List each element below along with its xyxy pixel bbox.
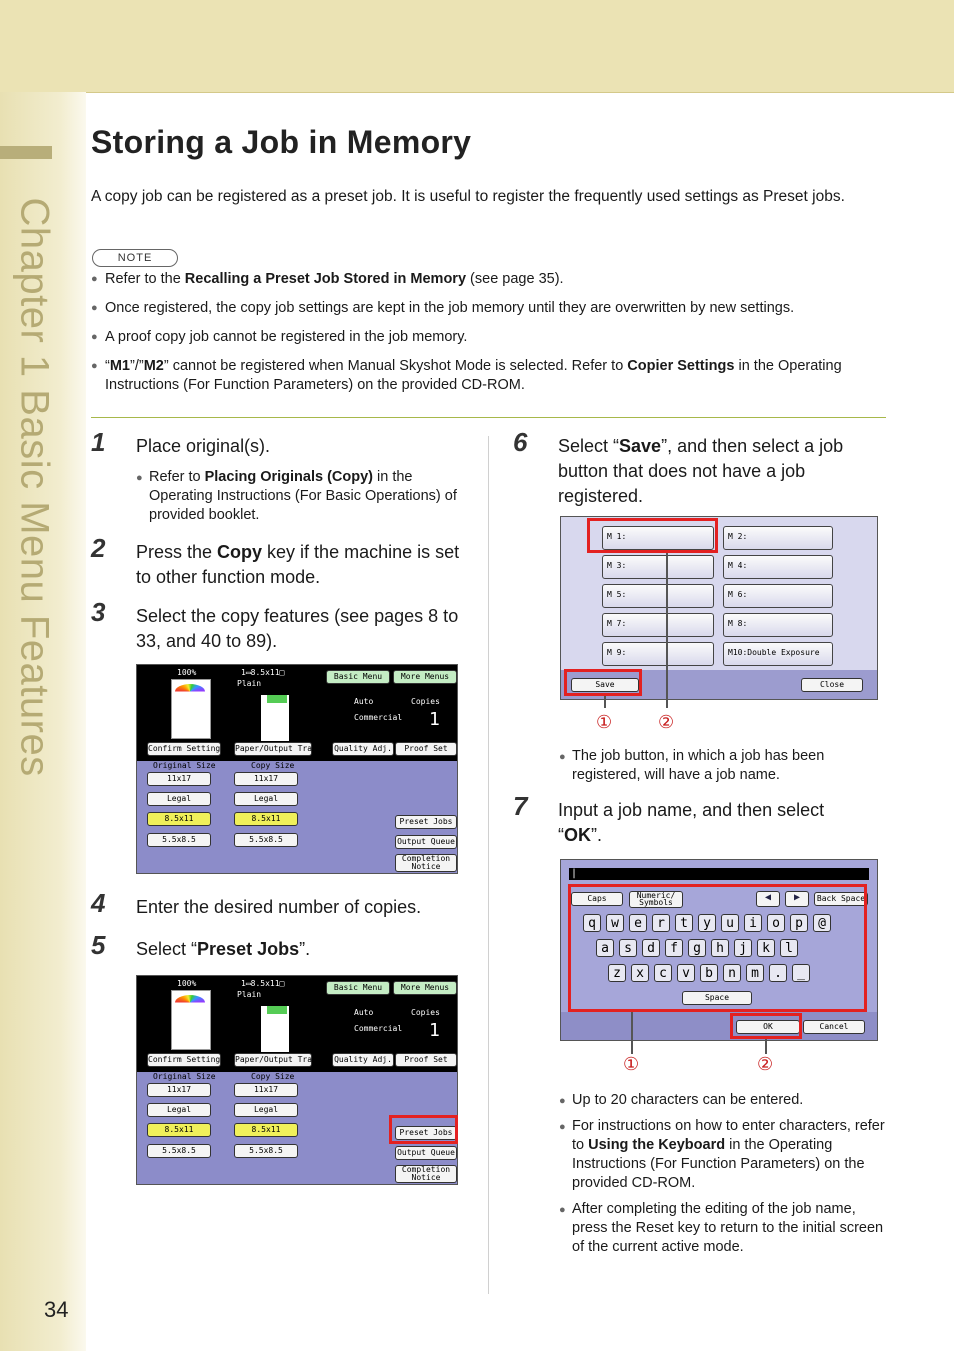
save-button[interactable]: Save	[571, 678, 639, 692]
ok-button[interactable]: OK	[736, 1020, 800, 1034]
step-text: Select “Preset Jobs”.	[136, 939, 311, 959]
step-note: ● After completing the editing of the job name, press the Reset key to return to the initial screen of the current active mode.	[559, 1200, 894, 1257]
size-button[interactable]: 5.5x8.5	[234, 1144, 298, 1158]
copies-label: Copies	[411, 1008, 440, 1017]
commercial-label: Commercial	[354, 713, 403, 722]
job-button-m8[interactable]: M 8:	[723, 613, 833, 637]
key[interactable]: h	[711, 939, 729, 957]
key[interactable]: @	[813, 914, 831, 932]
size-button[interactable]: 8.5x11	[234, 812, 298, 826]
size-button[interactable]: 5.5x8.5	[147, 1144, 211, 1158]
step-note: ● For instructions on how to enter characters, refer to Using the Keyboard in the Operating Instructions (For Function Parameters) on the provided CD-ROM.	[559, 1117, 894, 1193]
key[interactable]: y	[698, 914, 716, 932]
original-size-label: Original Size	[153, 761, 216, 770]
step-text: Select “Save”, and then select a job button that does not have a job registered.	[558, 436, 844, 506]
step-text: Press the Copy key if the machine is set to other function mode.	[136, 542, 460, 587]
page-title: Storing a Job in Memory	[91, 124, 472, 160]
key[interactable]: t	[675, 914, 693, 932]
step-note: ● The job button, in which a job has been registered, will have a job name.	[559, 747, 892, 785]
quality-adj-button[interactable]: Quality Adj.	[332, 1053, 394, 1067]
key[interactable]: f	[665, 939, 683, 957]
size-button[interactable]: 8.5x11	[147, 1123, 211, 1137]
callout-line	[631, 1012, 633, 1054]
paper-output-tray-button[interactable]: Paper/Output Tray	[234, 1053, 312, 1067]
numeric-symbols-button[interactable]: Numeric/ Symbols	[629, 891, 683, 908]
copy-size-label: Copy Size	[251, 761, 295, 770]
job-button-m5[interactable]: M 5:	[602, 584, 714, 608]
auto-label: Auto	[354, 1008, 374, 1017]
key[interactable]: c	[654, 964, 672, 982]
confirm-settings-button[interactable]: Confirm Settings	[147, 742, 221, 756]
preset-jobs-button[interactable]: Preset Jobs	[395, 1126, 457, 1140]
key[interactable]: z	[608, 964, 626, 982]
key[interactable]: j	[734, 939, 752, 957]
step-note: ● Up to 20 characters can be entered.	[559, 1091, 894, 1110]
callout-line	[604, 696, 606, 708]
step-number: 2	[91, 533, 106, 563]
note-badge: NOTE	[92, 249, 178, 267]
zoom-label: 100%	[177, 979, 197, 988]
key[interactable]: s	[619, 939, 637, 957]
step-number: 1	[91, 427, 106, 457]
section-divider	[91, 417, 886, 418]
size-button[interactable]: 8.5x11	[147, 812, 211, 826]
highlight-box	[389, 1115, 458, 1144]
original-preview-icon	[171, 990, 211, 1050]
left-arrow-icon[interactable]: ◀	[756, 891, 780, 907]
job-button-m1[interactable]: M 1:	[602, 526, 714, 550]
highlight-box	[587, 518, 718, 553]
size-button[interactable]: 11x17	[234, 1083, 298, 1097]
copier-screen-1	[136, 664, 458, 874]
key[interactable]: m	[746, 964, 764, 982]
size-button[interactable]: Legal	[147, 792, 211, 806]
copy-size-label: Copy Size	[251, 1072, 295, 1081]
right-arrow-icon[interactable]: ▶	[785, 891, 809, 907]
key[interactable]: g	[688, 939, 706, 957]
top-band	[0, 0, 954, 93]
basic-menu-button[interactable]: Basic Menu	[326, 670, 390, 684]
intro-text: A copy job can be registered as a preset job. It is useful to register the frequently used settings as Preset jobs.	[91, 188, 845, 205]
highlight-box	[730, 1013, 802, 1039]
job-button-m3[interactable]: M 3:	[602, 555, 714, 579]
size-button[interactable]: 11x17	[234, 772, 298, 786]
note-item: ● “M1”/”M2” cannot be registered when Manual Skyshot Mode is selected. Refer to Copier Settings in the Operating Instructions (For Function Parameters) on the provided CD-ROM.	[91, 357, 881, 395]
copies-label: Copies	[411, 697, 440, 706]
job-button-m9[interactable]: M 9:	[602, 642, 714, 666]
cancel-button[interactable]: Cancel	[803, 1020, 865, 1034]
step-number: 6	[513, 427, 528, 457]
key[interactable]: k	[757, 939, 775, 957]
key[interactable]: a	[596, 939, 614, 957]
paper-type: Plain	[237, 990, 262, 999]
step-number: 4	[91, 888, 106, 918]
step-number: 7	[513, 791, 528, 821]
highlight-box	[568, 884, 867, 1012]
job-button-m7[interactable]: M 7:	[602, 613, 714, 637]
tray-arrow-icon	[267, 1006, 287, 1014]
completion-notice-button[interactable]: Completion Notice	[395, 1165, 457, 1183]
job-button-m2[interactable]: M 2:	[723, 526, 833, 550]
column-divider	[488, 436, 489, 1294]
job-button-m6[interactable]: M 6:	[723, 584, 833, 608]
paper-type: Plain	[237, 679, 262, 688]
highlight-box	[564, 669, 642, 696]
size-button[interactable]: 5.5x8.5	[147, 833, 211, 847]
callout-line	[765, 1039, 767, 1054]
size-button[interactable]: 5.5x8.5	[234, 833, 298, 847]
job-button-m4[interactable]: M 4:	[723, 555, 833, 579]
space-button[interactable]: Space	[682, 991, 752, 1005]
copier-screen-2	[136, 975, 458, 1185]
original-size-label: Original Size	[153, 1072, 216, 1081]
key[interactable]: _	[792, 964, 810, 982]
size-button[interactable]: Legal	[234, 1103, 298, 1117]
size-button[interactable]: Legal	[234, 792, 298, 806]
size-button[interactable]: 8.5x11	[234, 1123, 298, 1137]
back-space-button[interactable]: Back Space	[814, 892, 868, 906]
key[interactable]: b	[700, 964, 718, 982]
proof-set-button[interactable]: Proof Set	[395, 1053, 457, 1067]
key[interactable]: p	[790, 914, 808, 932]
key[interactable]: u	[721, 914, 739, 932]
key[interactable]: v	[677, 964, 695, 982]
notes-list	[91, 270, 881, 405]
chapter-tab-mark	[0, 146, 52, 159]
chapter-label: Chapter 1 Basic Menu Features	[12, 197, 57, 777]
step-text: Place original(s).	[136, 436, 271, 456]
commercial-label: Commercial	[354, 1024, 403, 1033]
callout-1: ①	[623, 1054, 640, 1074]
step-text: Input a job name, and then select “OK”.	[558, 800, 825, 845]
job-name-input[interactable]: |	[569, 868, 869, 880]
note-item: ● Once registered, the copy job settings are kept in the job memory until they are overwritten by new settings.	[91, 299, 881, 318]
output-queue-button[interactable]: Output Queue	[395, 835, 457, 849]
completion-notice-button[interactable]: Completion Notice	[395, 854, 457, 872]
paper-info: 1▭8.5x11□	[241, 979, 285, 988]
note-item: ● Refer to the Recalling a Preset Job Stored in Memory (see page 35).	[91, 270, 881, 289]
callout-2: ②	[757, 1054, 774, 1074]
callout-line	[666, 553, 668, 708]
tray-arrow-icon	[267, 695, 287, 703]
quality-adj-button[interactable]: Quality Adj.	[332, 742, 394, 756]
page-number: 34	[44, 1297, 69, 1322]
basic-menu-button[interactable]: Basic Menu	[326, 981, 390, 995]
key[interactable]: r	[652, 914, 670, 932]
key[interactable]: d	[642, 939, 660, 957]
caps-button[interactable]: Caps	[571, 892, 623, 906]
size-button[interactable]: 11x17	[147, 772, 211, 786]
close-button[interactable]: Close	[801, 678, 863, 692]
note-item: ● A proof copy job cannot be registered in the job memory.	[91, 328, 881, 347]
more-menus-button[interactable]: More Menus	[393, 981, 457, 995]
key[interactable]: l	[780, 939, 798, 957]
paper-output-tray-button[interactable]: Paper/Output Tray	[234, 742, 312, 756]
size-button[interactable]: 11x17	[147, 1083, 211, 1097]
step-text: Enter the desired number of copies.	[136, 897, 422, 917]
confirm-settings-button[interactable]: Confirm Settings	[147, 1053, 221, 1067]
preset-jobs-button[interactable]: Preset Jobs	[395, 815, 457, 829]
output-queue-button[interactable]: Output Queue	[395, 1146, 457, 1160]
key[interactable]: n	[723, 964, 741, 982]
step-text: Select the copy features (see pages 8 to 33, and 40 to 89).	[136, 606, 459, 651]
copies-value: 1	[429, 709, 440, 730]
auto-label: Auto	[354, 697, 374, 706]
callout-2: ②	[658, 712, 675, 732]
key[interactable]: i	[744, 914, 762, 932]
key[interactable]: x	[631, 964, 649, 982]
size-button[interactable]: Legal	[147, 1103, 211, 1117]
key[interactable]: o	[767, 914, 785, 932]
callout-1: ①	[596, 712, 613, 732]
step-number: 3	[91, 597, 106, 627]
paper-info: 1▭8.5x11□	[241, 668, 285, 677]
key[interactable]: q	[583, 914, 601, 932]
key[interactable]: w	[606, 914, 624, 932]
step-note: ● Refer to Placing Originals (Copy) in the Operating Instructions (For Basic Operations) of provided booklet.	[136, 468, 469, 525]
key[interactable]: e	[629, 914, 647, 932]
more-menus-button[interactable]: More Menus	[393, 670, 457, 684]
zoom-label: 100%	[177, 668, 197, 677]
job-button-m10[interactable]: M10:Double Exposure	[723, 642, 833, 666]
step-number: 5	[91, 930, 106, 960]
copies-value: 1	[429, 1020, 440, 1041]
original-preview-icon	[171, 679, 211, 739]
proof-set-button[interactable]: Proof Set	[395, 742, 457, 756]
key[interactable]: .	[769, 964, 787, 982]
